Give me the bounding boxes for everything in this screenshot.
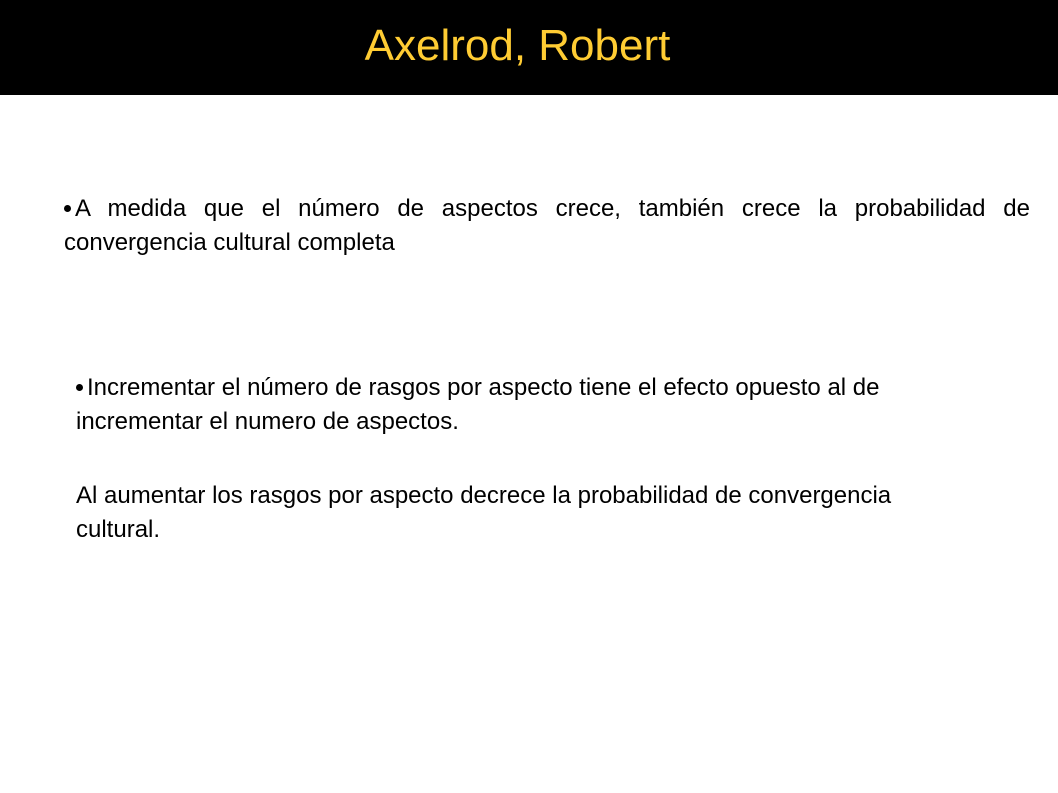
bullet-paragraph-2 bbox=[76, 371, 956, 439]
paragraph-3 bbox=[76, 479, 956, 547]
bullet-icon bbox=[64, 205, 71, 212]
slide-title: Axelrod, Robert bbox=[364, 21, 671, 70]
bullet-icon bbox=[76, 384, 83, 391]
bullet-paragraph-1 bbox=[64, 192, 1030, 260]
paragraph-text: Incrementar el número de rasgos por aspecto tiene el efecto opuesto al de incrementar el numero de aspectos. bbox=[76, 374, 880, 435]
paragraph-text: A medida que el número de aspectos crece, también crece la probabilidad de convergencia cultural completa bbox=[64, 195, 1030, 256]
paragraph-text: Al aumentar los rasgos por aspecto decrece la probabilidad de convergencia cultural. bbox=[76, 482, 892, 543]
